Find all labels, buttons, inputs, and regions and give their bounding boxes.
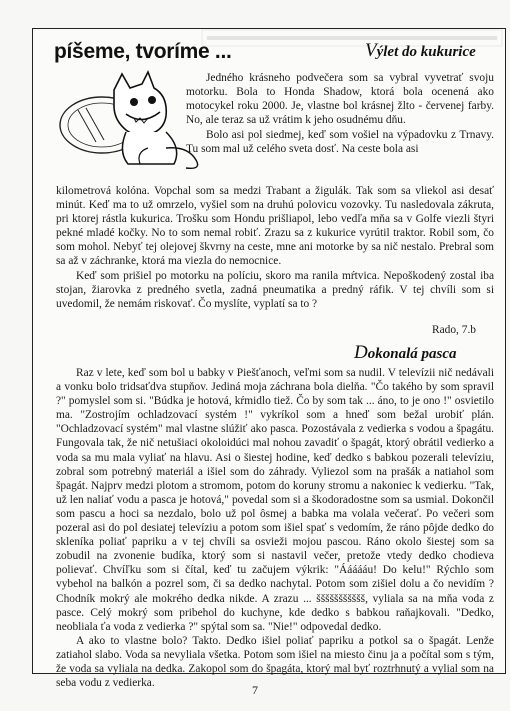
article1-wrap-block [186, 71, 494, 157]
article1-paragraph-1: Jedného krásneho podvečera som sa vybral vyvetrať svoju motorku. Bola to Honda Shadow, ktorá bola ocenená ako motocykel roku 2000. Je, vlastne bol krásnej žlto - červenej farby. No, ale teraz sa už vrátim k jeho osudnému dňu. [186, 72, 494, 127]
article1-full-block [56, 184, 494, 311]
article1-signature: Rado, 7.b [432, 324, 476, 336]
article1-paragraph-2-start: Bolo asi pol siedmej, keď som vošiel na výpadovku z Trnavy. Tu som mal už celého sveta dosť. Na ceste bola asi [186, 129, 494, 156]
cat-illustration [56, 68, 206, 173]
article2-title-rest: okonalá pasca [367, 346, 457, 362]
section-title: píšeme, tvoríme ... [54, 40, 232, 63]
article2-paragraph-2: A ako to vlastne bolo? Takto. Dedko išiel poliať papriku a potkol sa o špagát. Lenže zatiahol slabo. Voda sa nevyliala všetka. Potom som išiel na miesto činu ja a počítal som s tým, že voda sa vyliala na dedka. Zakopol som do špagáta, ktorý mal byť roztrhnutý a vylial som na seba vodu z vedierka. [56, 634, 494, 690]
page-number: 7 [252, 683, 258, 697]
article1-title-cap: V [365, 40, 377, 61]
article2-block [56, 366, 494, 690]
article1-paragraph-3: Keď som prišiel po motorku na políciu, skoro ma ranila mŕtvica. Nepoškodený zostal iba stojan, žiarovka z predného svetla, zadná pneumatika a predný ráfik. V tej chvíli som si uvedomil, že nemám riskovať. Čo myslíte, vyplatí sa to ? [56, 269, 494, 310]
article1-title [365, 40, 476, 62]
article1-paragraph-2-cont: kilometrová kolóna. Vopchal som sa medzi Trabant a žigulák. Tak som sa vliekol asi desať minút. Keď ma to už omrzelo, vyšiel som na druhú polovicu vozovky. Tu nasledovala zákruta, pri ktorej rástla kukurica. Trošku som Hondu prišliapol, lebo vedľa mňa sa v Golfe viezli štyri pekné mladé kočky. No to som nemal robiť. Zrazu sa z kukurice vyrútil traktor. Robil som, čo som mohol. Nebyť tej olejovej škvrny na ceste, mne ani motorke by sa nič nestalo. Prebral som sa až v záchranke, ktorá ma viezla do nemocnice. [56, 185, 494, 268]
article1-title-rest: ýlet do kukurice [376, 44, 476, 60]
article2-paragraph-1: Raz v lete, keď som bol u babky v Piešťanoch, veľmi som sa nudil. V televízii nič nedávali a vonku bolo tridsaťdva stupňov. Jediná moja záchrana bola dielňa. "Čo takého by som spravil ?" pomyslel som si. "Búdka je hotová, kŕmidlo tiež. Čo by som tak ... áno, to je ono !" osvietilo ma. "Zostrojím ochladzovací systém !" vykríkol som a hneď som bežal urobiť plán. "Ochladzovací systém" mal vlastne slúžiť ako pasca. Pozostávala z vedierka s vodou a špagátu. Fungovala tak, že nič netušiaci okoloidúci mal nohou zavadiť o špagát, ktorý obrátil vedierko a voda sa mu mala vyliať na hlavu. Asi o šiestej hodine, keď dedko s babkou pozerali televíziu, zobral som potrebný materiál a išiel som do záhrady. Vyliezol som na prašák a natiahol som špagát. Najprv medzi plotom a stromom, potom do koruny stromu a nakoniec k vedierku. "Tak, už len naliať vodu a pasca je hotová," povedal som si a škodoradostne som sa usmial. Dokončil som pascu a hoci sa nezdalo, bolo už pol ôsmej a babka ma volala večerať. Po večeri som pozeral asi do pol desiatej televíziu a potom som išiel spať s vedomím, že ráno pôjde dedko do skleníka poliať papriku a v tej chvíli sa osvieži mojou pascou. Ráno okolo šiestej som sa zobudil na zvonenie budíka, ktorý som si nastavil večer, pretože vtedy dedko chodieva polievať. Chvíľku som si čítal, keď tu začujem výkrik: "Áááááu! Do kelu!" Rýchlo som vybehol na balkón a pozrel som, či sa dedko nachytal. Potom som zišiel dolu a čo nevidím ? Chodník mokrý ale mokrého dedka nikde. A zrazu ... ššššššššššš, vyliala sa na mňa voda z pasce. Celý mokrý som pribehol do kuchyne, kde dedko s babkou raňajkovali. "Dedko, neobliala ťa voda z vedierka ?" spýtal som sa. "Nie!" odpovedal dedko. [56, 367, 494, 633]
article2-title [354, 342, 457, 364]
article2-title-cap: D [354, 342, 368, 363]
